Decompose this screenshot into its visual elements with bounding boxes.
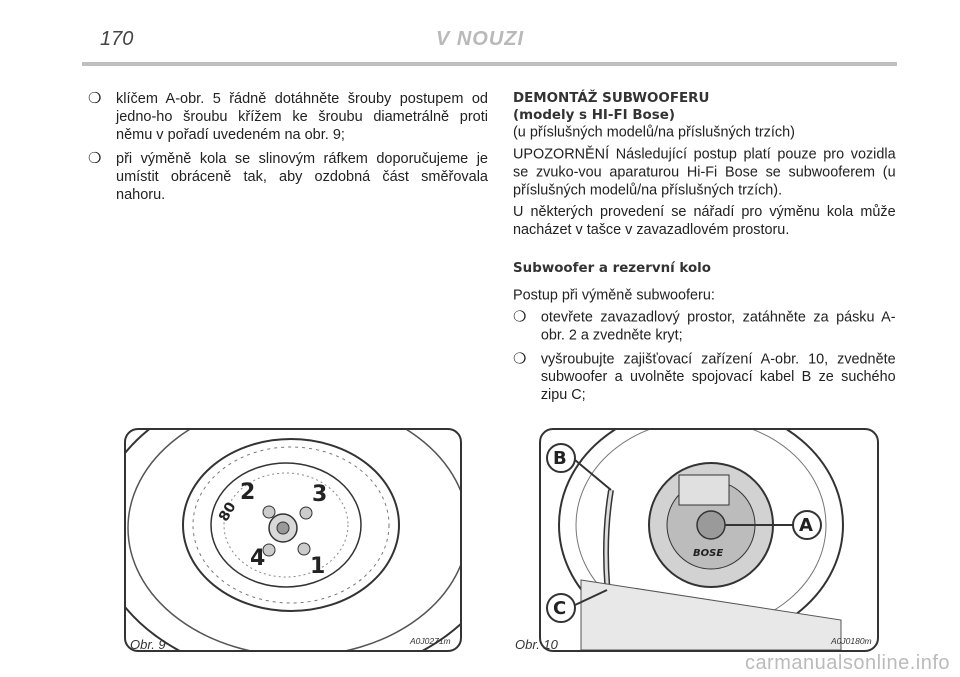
section-heading: DEMONTÁŽ SUBWOOFERU (513, 90, 710, 106)
bullet-icon: ❍ (513, 350, 527, 368)
list-item (513, 309, 896, 345)
warning-text: UPOZORNĚNÍ Následující postup platí pouze pro vozidla se zvuko-vou aparaturou Hi-Fi Bose se subwooferem (u příslušných modelů/na příslušných trzích). (513, 146, 896, 199)
watermark: carmanualsonline.info (744, 652, 950, 674)
intro-text: Postup při výměně subwooferu: (513, 287, 715, 304)
list-item (88, 90, 488, 144)
bullet-text: klíčem A-obr. 5 řádně dotáhněte šrouby postupem od jedno-ho šroubu křížem ke šroubu diametrálně proti němu v pořadí uvedeném na obr. 9; (116, 91, 488, 143)
brand-logo: BOSE (693, 548, 724, 559)
figure-code: A0J0271m (410, 636, 451, 646)
list-item (88, 150, 488, 204)
subheading: Subwoofer a rezervní kolo (513, 259, 711, 276)
figure-caption: Obr. 9 (130, 637, 166, 652)
bullet-text: otevřete zavazadlový prostor, zatáhněte za pásku A-obr. 2 a zvedněte kryt; (540, 309, 896, 344)
bolt-label-4: 4 (250, 546, 266, 571)
subwoofer-illustration (541, 430, 877, 650)
bullet-icon: ❍ (88, 90, 102, 107)
callout-label-a: A (799, 515, 813, 536)
note-text: U některých provedení se nářadí pro výměnu kola může nacházet v tašce v zavazadlovém prostoru. (513, 204, 896, 239)
figure-caption: Obr. 10 (515, 637, 558, 652)
figure-code: A0J0180m (831, 636, 872, 646)
bullet-icon: ❍ (88, 150, 102, 167)
rim-label-80: 80 (215, 499, 240, 525)
wheel-illustration (126, 430, 460, 650)
right-column (513, 90, 896, 410)
callout-label-c: C (553, 598, 567, 619)
section-heading-sub: (modely s HI-FI Bose) (513, 106, 675, 123)
bolt-label-3: 3 (312, 482, 328, 507)
page-number: 170 (100, 28, 134, 50)
bolt-label-2: 2 (240, 480, 256, 505)
figure-subwoofer (539, 428, 879, 652)
list-item (513, 350, 896, 404)
figure-wheel-bolts (124, 428, 462, 652)
bullet-icon: ❍ (513, 308, 527, 326)
bullet-text: při výměně kola se slinovým ráfkem doporučujeme je umístit obráceně tak, aby ozdobná část směřovala nahoru. (116, 151, 488, 203)
left-column (88, 90, 488, 210)
header-rule (82, 62, 897, 66)
heading-note: (u příslušných modelů/na příslušných trzích) (513, 124, 795, 141)
callout-label-b: B (553, 448, 567, 469)
section-title: V NOUZI (435, 28, 525, 50)
bolt-label-1: 1 (310, 554, 326, 579)
bullet-text: vyšroubujte zajišťovací zařízení A-obr. 10, zvedněte subwoofer a uvolněte spojovací kabel B ze suchého zipu C; (540, 351, 896, 404)
